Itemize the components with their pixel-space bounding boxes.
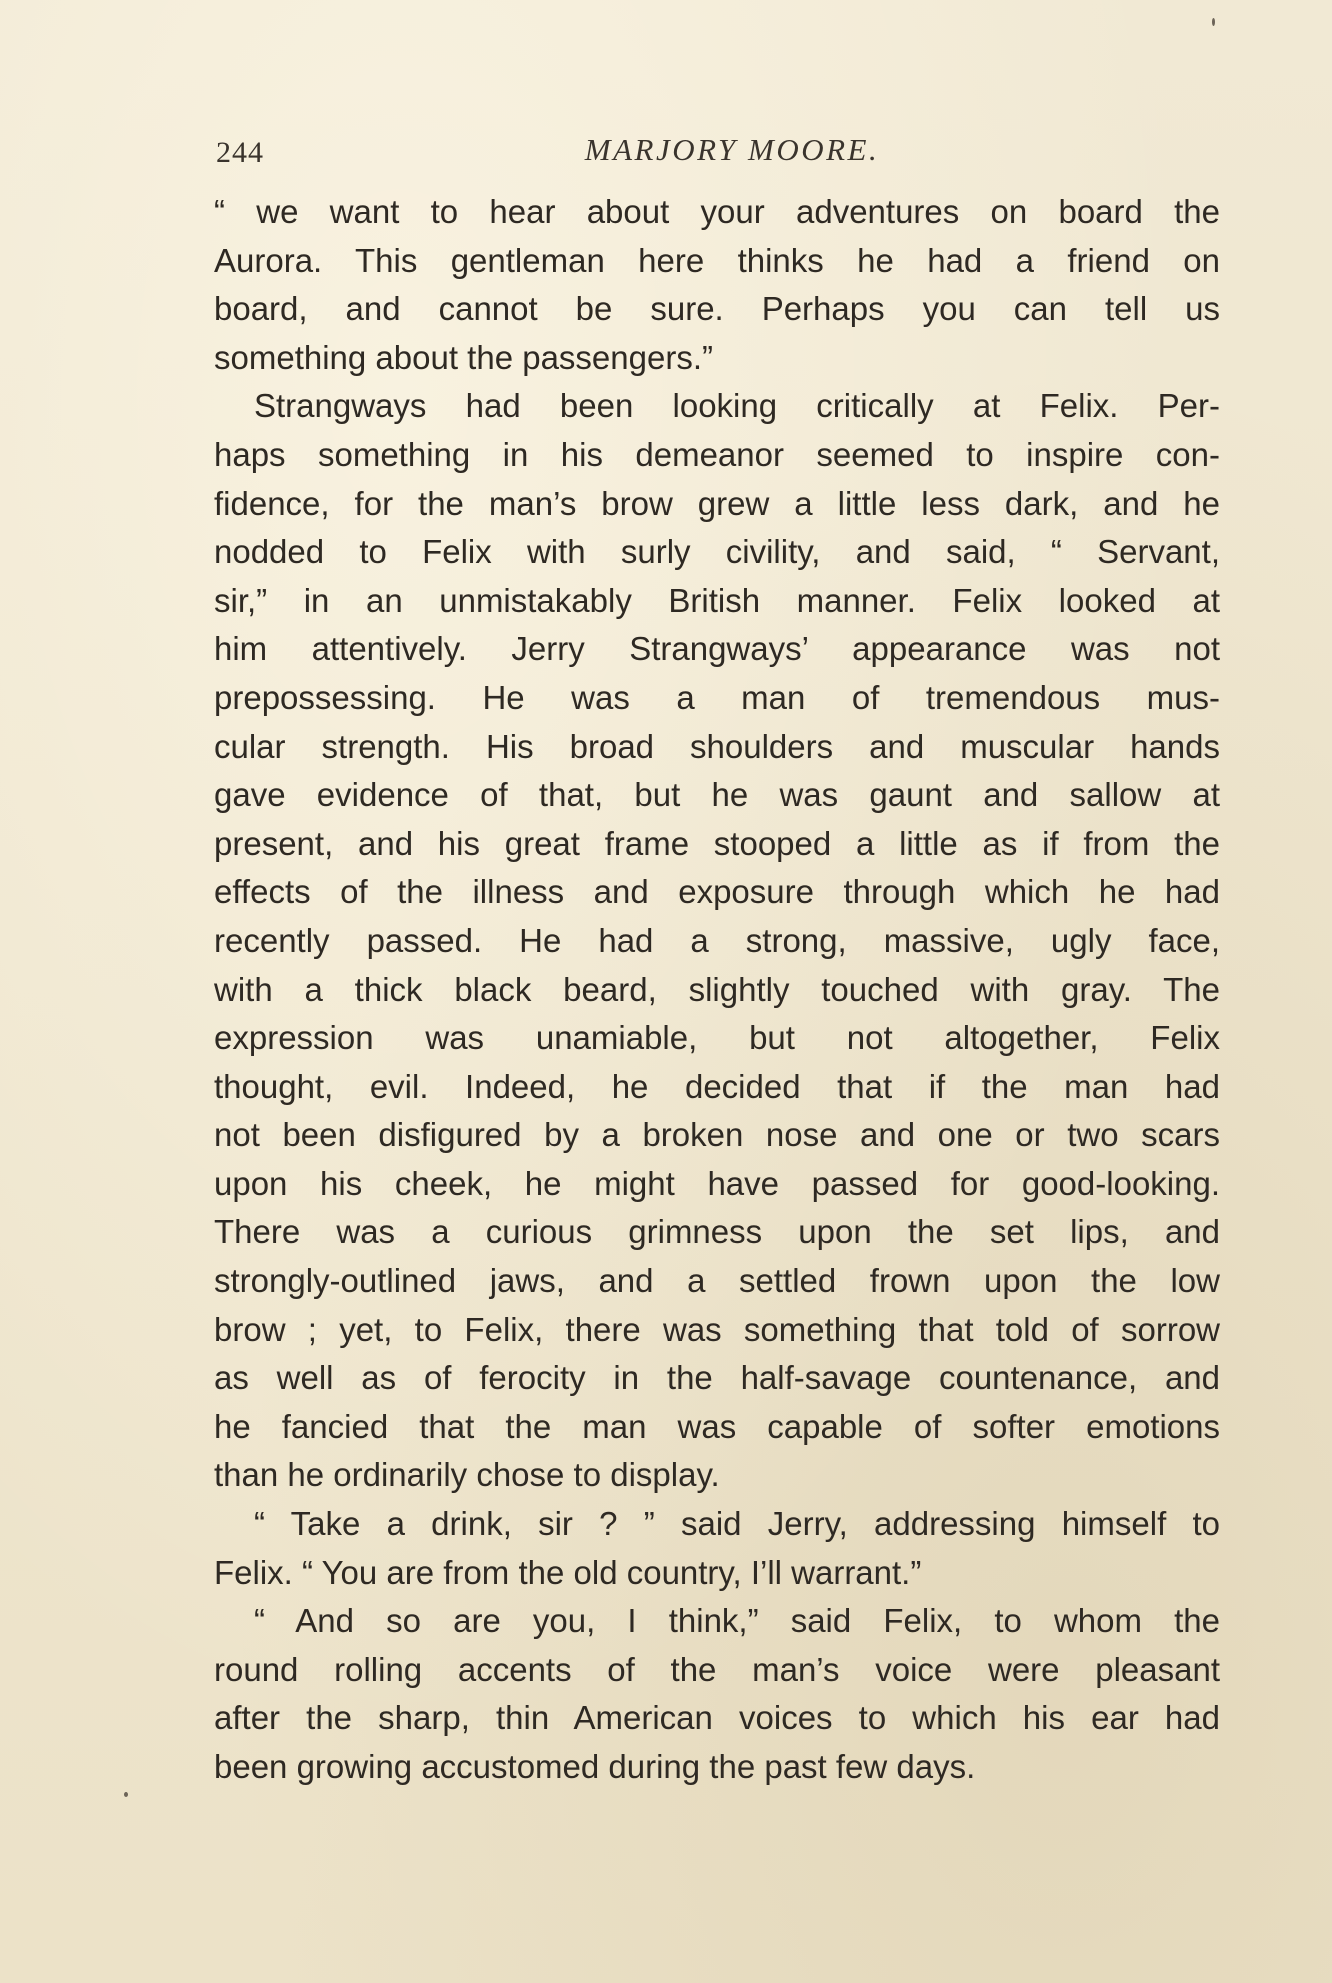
text-line: cular strength. His broad shoulders and muscular hands <box>214 727 1220 765</box>
text-line: as well as of ferocity in the half-savage countenance, and <box>214 1359 1220 1397</box>
text-line: “ we want to hear about your adventures on board the <box>214 193 1220 230</box>
text-line: than he ordinarily chose to display. <box>214 1456 720 1494</box>
text-line: Aurora. This gentleman here thinks he had a friend on <box>214 241 1220 279</box>
paper-speck <box>1212 18 1215 26</box>
text-line: with a thick black beard, slightly touched with gray. The <box>214 970 1220 1008</box>
text-line: after the sharp, thin American voices to which his ear had <box>214 1699 1220 1737</box>
text-line: strongly-outlined jaws, and a settled frown upon the low <box>214 1262 1220 1300</box>
page-header <box>214 128 1220 176</box>
text-line: Strangways had been looking critically at Felix. Per- <box>254 387 1220 425</box>
text-line: There was a curious grimness upon the set lips, and <box>214 1213 1220 1251</box>
text-line: round rolling accents of the man’s voice were pleasant <box>214 1650 1220 1688</box>
text-line: expression was unamiable, but not altogether, Felix <box>214 1019 1220 1057</box>
text-line: “ And so are you, I think,” said Felix, to whom the <box>254 1602 1220 1640</box>
text-line: fidence, for the man’s brow grew a little less dark, and he <box>214 484 1220 522</box>
text-line: Felix. “ You are from the old country, I’ll warrant.” <box>214 1553 922 1591</box>
text-line: something about the passengers.” <box>214 338 713 376</box>
text-line: thought, evil. Indeed, he decided that if the man had <box>214 1067 1220 1105</box>
text-line: brow ; yet, to Felix, there was something that told of sorrow <box>214 1310 1220 1348</box>
text-line: upon his cheek, he might have passed for good-looking. <box>214 1164 1220 1202</box>
text-line: recently passed. He had a strong, massive, ugly face, <box>214 921 1220 959</box>
text-line: effects of the illness and exposure through which he had <box>214 873 1220 911</box>
text-line: board, and cannot be sure. Perhaps you can tell us <box>214 290 1220 328</box>
text-line: nodded to Felix with surly civility, and said, “ Servant, <box>214 533 1220 571</box>
text-line: gave evidence of that, but he was gaunt and sallow at <box>214 776 1220 814</box>
text-line: “ Take a drink, sir ? ” said Jerry, addressing himself to <box>254 1505 1220 1543</box>
text-line: he fancied that the man was capable of softer emotions <box>214 1407 1220 1445</box>
text-line: haps something in his demeanor seemed to inspire con- <box>214 435 1220 473</box>
body-text <box>214 188 1220 1792</box>
text-line: him attentively. Jerry Strangways’ appearance was not <box>214 630 1220 668</box>
text-line: been growing accustomed during the past few days. <box>214 1748 976 1785</box>
running-head: MARJORY MOORE. <box>584 132 880 167</box>
text-line: present, and his great frame stooped a little as if from the <box>214 824 1220 862</box>
text-line: prepossessing. He was a man of tremendous mus- <box>214 678 1220 716</box>
book-page <box>214 128 1220 1948</box>
paper-speck <box>124 1792 128 1797</box>
text-line: sir,” in an unmistakably British manner. Felix looked at <box>214 581 1220 619</box>
text-line: not been disfigured by a broken nose and one or two scars <box>214 1116 1220 1154</box>
page-number: 244 <box>216 136 264 169</box>
